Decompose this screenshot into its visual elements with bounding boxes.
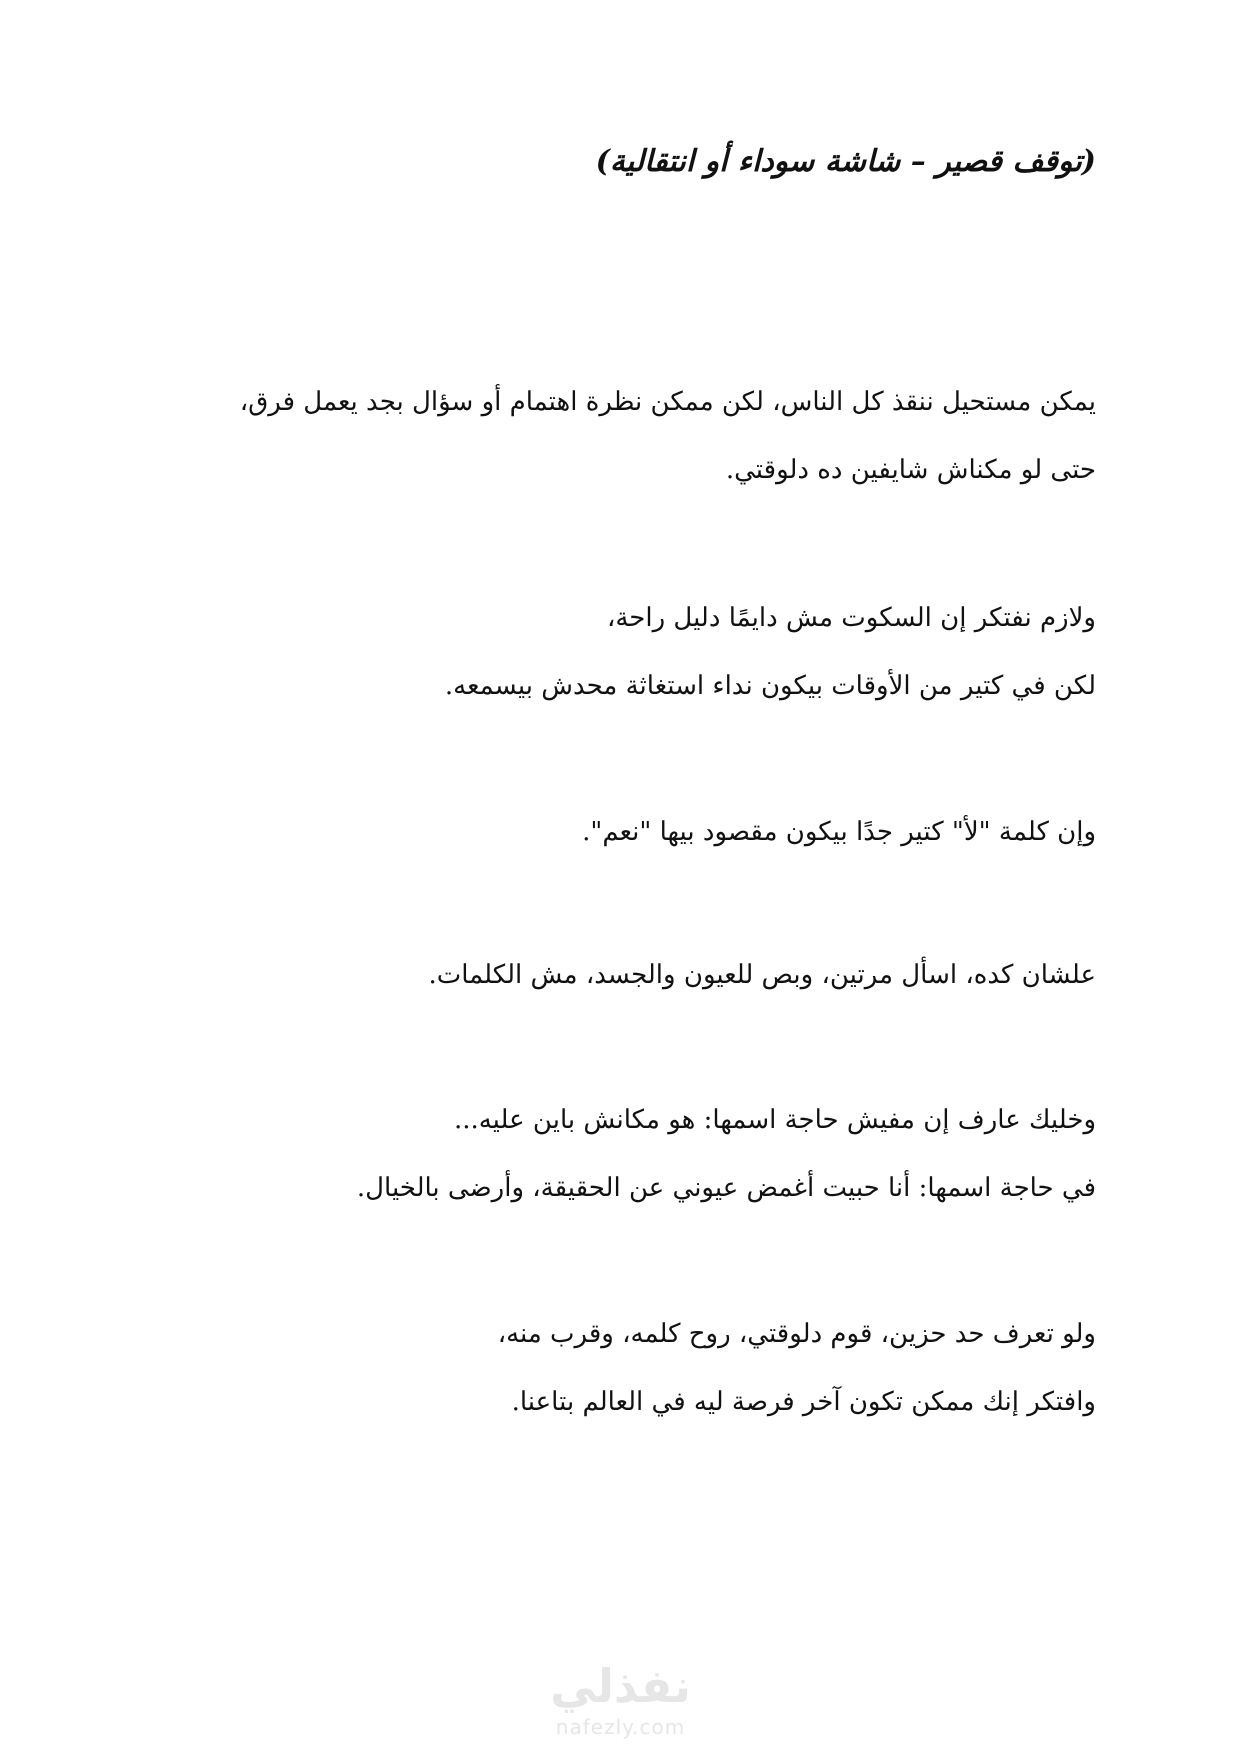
watermark-domain: nafezly.com — [555, 1715, 686, 1739]
paragraph-5-line-2: في حاجة اسمها: أنا حبيت أغمض عيوني عن الحقيقة، وأرضى بالخيال. — [356, 1173, 1096, 1203]
paragraph-6-line-2: وافتكر إنك ممكن تكون آخر فرصة ليه في العالم بتاعنا. — [511, 1387, 1096, 1417]
paragraph-4-line-1: علشان كده، اسأل مرتين، وبص للعيون والجسد، مش الكلمات. — [428, 960, 1096, 990]
watermark-logo: نفذلي — [550, 1659, 691, 1713]
paragraph-5-line-1: وخليك عارف إن مفيش حاجة اسمها: هو مكانش باين عليه... — [453, 1105, 1096, 1135]
paragraph-6-line-1: ولو تعرف حد حزين، قوم دلوقتي، روح كلمه، وقرب منه، — [497, 1319, 1096, 1349]
paragraph-2-line-1: ولازم نفتكر إن السكوت مش دايمًا دليل راحة، — [606, 603, 1096, 633]
section-heading: (توقف قصير – شاشة سوداء أو انتقالية) — [595, 144, 1096, 179]
paragraph-3-line-1: وإن كلمة "لأ" كتير جدًا بيكون مقصود بيها "نعم". — [582, 817, 1096, 847]
paragraph-1-line-1: يمكن مستحيل ننقذ كل الناس، لكن ممكن نظرة اهتمام أو سؤال بجد يعمل فرق، — [239, 387, 1096, 417]
paragraph-2-line-2: لكن في كتير من الأوقات بيكون نداء استغاثة محدش بيسمعه. — [444, 671, 1096, 701]
paragraph-1-line-2: حتى لو مكناش شايفين ده دلوقتي. — [725, 455, 1096, 485]
